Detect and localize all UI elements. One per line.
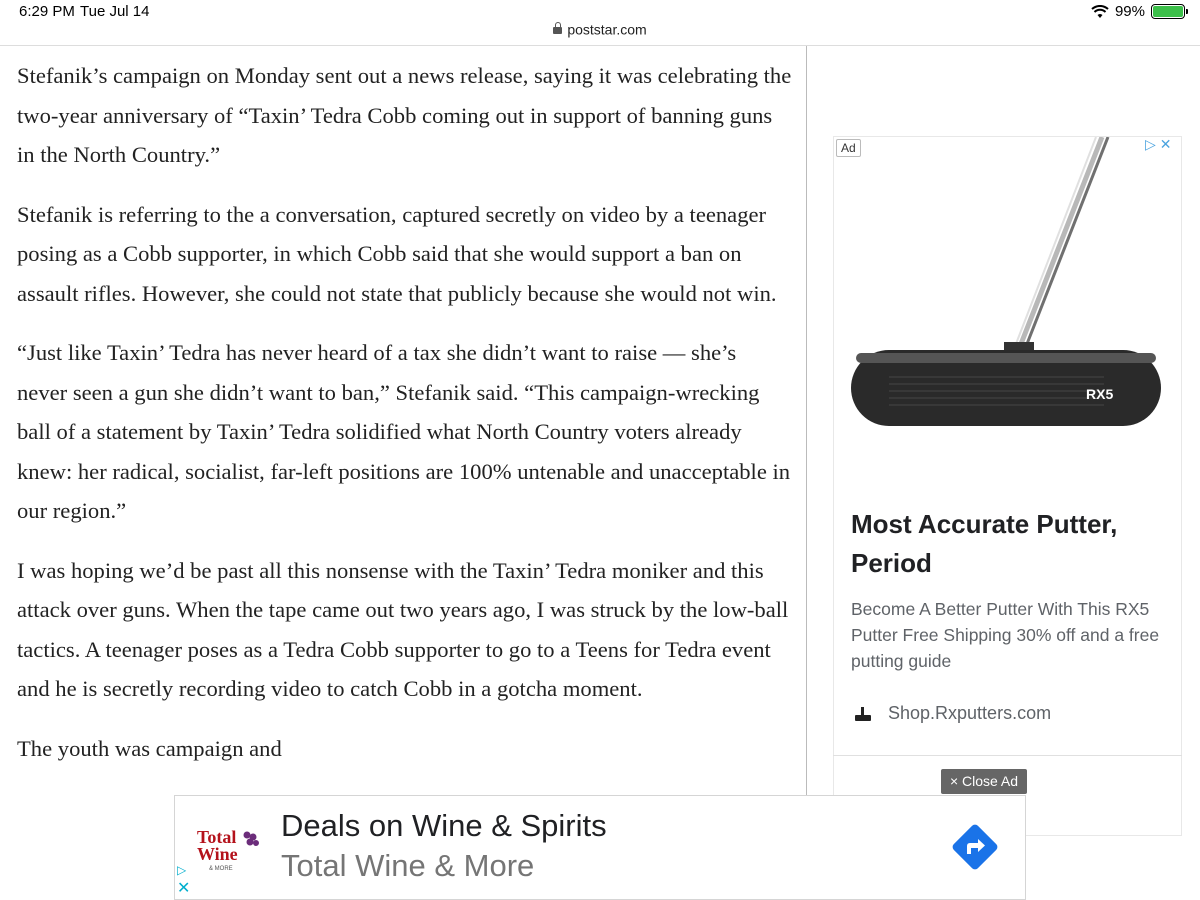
ad-badge: Ad: [836, 139, 861, 157]
article-paragraph: The youth was campaign and: [17, 735, 282, 761]
battery-level: [1153, 6, 1183, 17]
wifi-icon: [1091, 5, 1109, 19]
article-paragraph: “Just like Taxin’ Tedra has never heard of a tax she didn’t want to raise — she’s never seen a gun she didn’t want to ban,” Stefanik said. “This campaign-wrecking ball of a statement by Taxin’ Tedra solidified what North Country voters already knew: her radical, socialist, far-left positions are 100% untenable and unacceptable in our region.”: [17, 340, 791, 523]
close-icon[interactable]: ✕: [1159, 136, 1172, 152]
ad-divider: [833, 755, 1182, 756]
putter-brand-label: RX5: [1086, 386, 1114, 402]
adchoices[interactable]: [1145, 136, 1172, 153]
putter-image[interactable]: [834, 137, 1181, 477]
battery-percent: 99%: [1114, 3, 1145, 20]
status-time: 6:29 PM: [19, 3, 75, 20]
total-wine-logo[interactable]: [195, 825, 265, 875]
battery-icon: [1151, 4, 1185, 19]
status-date: Tue Jul 14: [80, 3, 150, 20]
lock-icon: [553, 27, 562, 34]
bottom-ad-title[interactable]: Deals on Wine & Spirits: [281, 808, 607, 843]
shop-icon: [853, 703, 873, 723]
directions-icon[interactable]: [946, 818, 1004, 876]
status-right: [1091, 3, 1185, 20]
logo-line-2: Wine: [197, 844, 238, 864]
article-paragraph: I was hoping we’d be past all this nonsense with the Taxin’ Tedra moniker and this attack over guns. When the tape came out two years ago, I was struck by the low-ball tactics. A teenager poses as a Tedra Cobb supporter to go to a Teens for Tedra event and he is secretly recording video to catch Cobb in a gotcha moment.: [17, 557, 789, 701]
logo-line-1: Total: [197, 827, 237, 847]
article-body: [17, 56, 792, 788]
ad-headline[interactable]: Most Accurate Putter, Period: [851, 509, 1118, 578]
column-divider: [806, 46, 807, 806]
logo-line-3: & MORE: [209, 866, 233, 872]
article-paragraph: Stefanik is referring to the a conversation, captured secretly on video by a teenager posing as a Cobb supporter, in which Cobb said that she would support a ban on assault rifles. However, she could not state that publicly because she would not win.: [17, 201, 777, 306]
ad-site-link[interactable]: Shop.Rxputters.com: [888, 703, 1052, 723]
adchoices-play-icon[interactable]: ▷: [1145, 136, 1156, 152]
url-text: poststar.com: [567, 21, 647, 38]
ad-description[interactable]: Become A Better Putter With This RX5 Putter Free Shipping 30% off and a free putting guide: [851, 599, 1160, 671]
close-ad-button[interactable]: × Close Ad: [941, 769, 1027, 794]
close-icon[interactable]: ✕: [177, 880, 191, 897]
address-bar[interactable]: [0, 20, 1200, 44]
toolbar-divider: [0, 45, 1200, 46]
bottom-ad-subtitle[interactable]: Total Wine & More: [281, 848, 535, 883]
adchoices-play-icon[interactable]: ▷: [177, 863, 187, 877]
article-paragraph: Stefanik’s campaign on Monday sent out a news release, saying it was celebrating the two-year anniversary of “Taxin’ Tedra Cobb coming out in support of banning guns in the North Country.”: [17, 63, 792, 167]
